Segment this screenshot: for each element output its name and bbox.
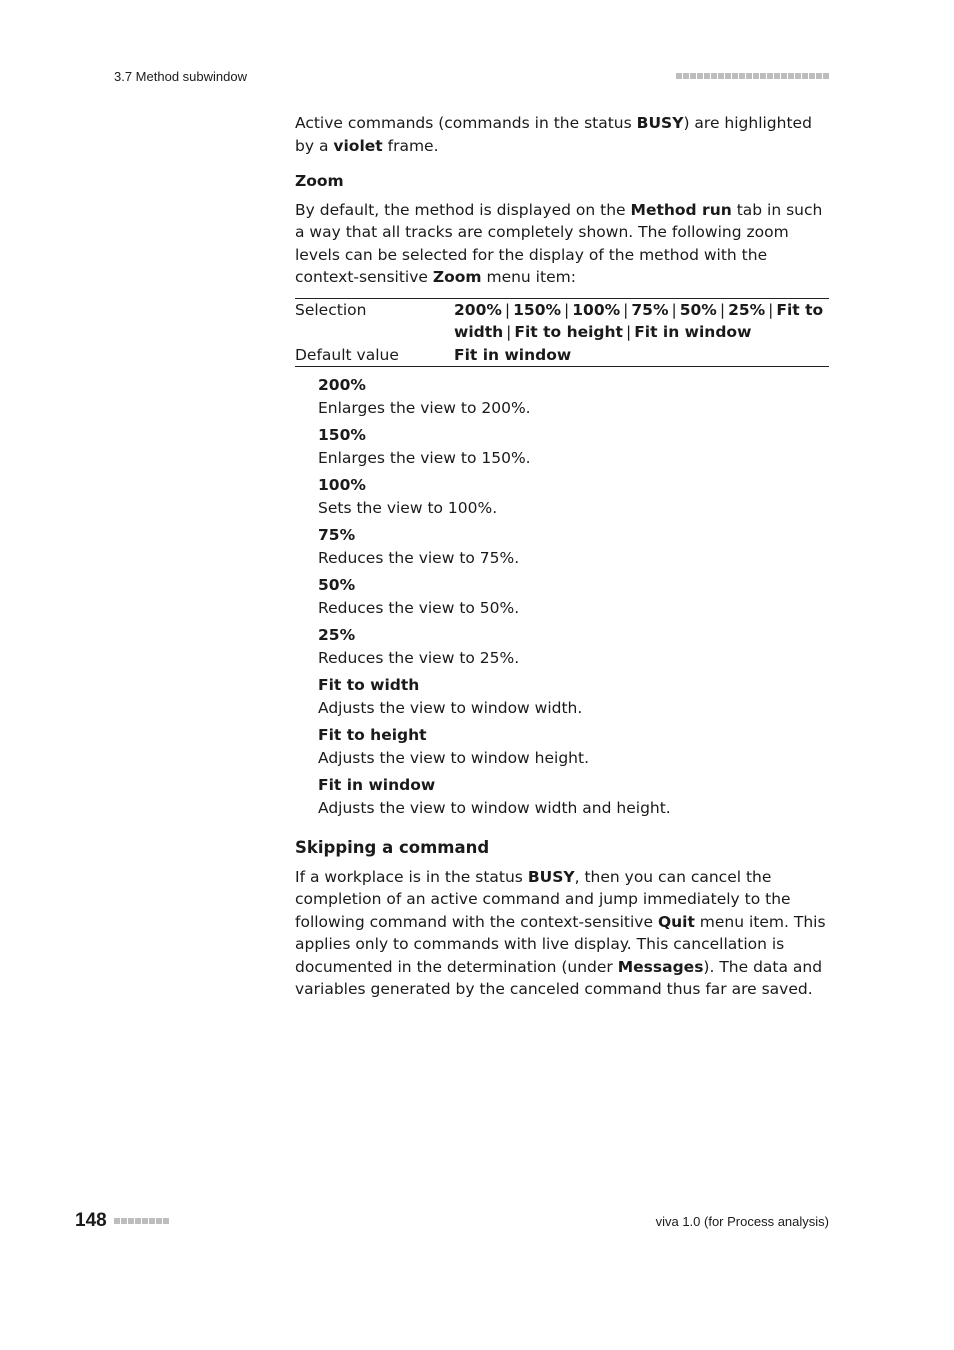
zoom-level-term: 100%	[318, 476, 366, 494]
zoom-level-list	[318, 374, 829, 819]
zoom-level-term: 25%	[318, 626, 356, 644]
zoom-option: 50%	[679, 300, 717, 319]
zoom-level-description: Sets the view to 100%.	[318, 498, 498, 517]
footer-decor-squares	[114, 1218, 169, 1224]
skipping-paragraph: If a workplace is in the status BUSY, then you can cancel the completion of an active command and jump immediately to the following command with the context-sensitive Quit menu item. This applies only to commands with live display. This cancellation is documented in the determination (under Messages). The data and variables generated by the canceled command thus far are saved.	[295, 867, 826, 998]
header-decor-squares	[676, 73, 829, 79]
default-label: Default value	[295, 345, 399, 364]
zoom-level-term: Fit to height	[318, 726, 427, 744]
zoom-paragraph: By default, the method is displayed on the Method run tab in such a way that all tracks are completely shown. The following zoom levels can be selected for the display of the method with the context-sensitive Zoom menu item:	[295, 200, 823, 286]
default-row	[295, 344, 829, 367]
zoom-level-description: Adjusts the view to window height.	[318, 748, 589, 767]
intro-paragraph: Active commands (commands in the status BUSY) are highlighted by a violet frame.	[295, 114, 812, 155]
zoom-level-description: Enlarges the view to 150%.	[318, 448, 531, 467]
zoom-parameter-table	[295, 298, 829, 368]
running-header-section: 3.7 Method subwindow	[114, 69, 247, 84]
option-separator: |	[506, 323, 512, 341]
option-separator: |	[768, 300, 774, 319]
zoom-option: 150%	[513, 300, 562, 319]
zoom-level-term: 50%	[318, 576, 356, 594]
option-separator: |	[564, 300, 570, 319]
zoom-level-description: Reduces the view to 75%.	[318, 548, 520, 567]
zoom-option: Fit to height	[514, 323, 623, 341]
zoom-heading: Zoom	[295, 172, 344, 190]
zoom-level-description: Adjusts the view to window width and height.	[318, 798, 671, 817]
default-value: Fit in window	[454, 345, 572, 364]
zoom-option: 25%	[728, 300, 766, 319]
zoom-option: 75%	[631, 300, 669, 319]
option-separator: |	[671, 300, 677, 319]
running-footer-product: viva 1.0 (for Process analysis)	[655, 1214, 829, 1229]
zoom-level-description: Reduces the view to 25%.	[318, 648, 520, 667]
zoom-level-description: Enlarges the view to 200%.	[318, 398, 531, 417]
selection-values	[454, 298, 829, 344]
zoom-level-term: Fit to width	[318, 676, 420, 694]
zoom-level-description: Adjusts the view to window width.	[318, 698, 583, 717]
selection-row	[295, 298, 829, 344]
zoom-level-term: 150%	[318, 426, 366, 444]
zoom-level-term: 200%	[318, 376, 366, 394]
main-content	[295, 112, 829, 1001]
option-separator: |	[719, 300, 726, 319]
option-separator: |	[625, 323, 632, 341]
selection-label: Selection	[295, 300, 367, 319]
zoom-level-description: Reduces the view to 50%.	[318, 598, 520, 617]
page-number: 148	[75, 1210, 107, 1231]
zoom-option: 100%	[572, 300, 621, 319]
zoom-level-term: Fit in window	[318, 776, 436, 794]
zoom-option: 200%	[454, 300, 502, 319]
zoom-option: Fit to width	[454, 300, 824, 341]
zoom-option: Fit in window	[634, 323, 752, 341]
option-separator: |	[623, 300, 629, 319]
option-separator: |	[504, 300, 511, 319]
zoom-level-term: 75%	[318, 526, 356, 544]
skipping-heading: Skipping a command	[295, 838, 490, 857]
